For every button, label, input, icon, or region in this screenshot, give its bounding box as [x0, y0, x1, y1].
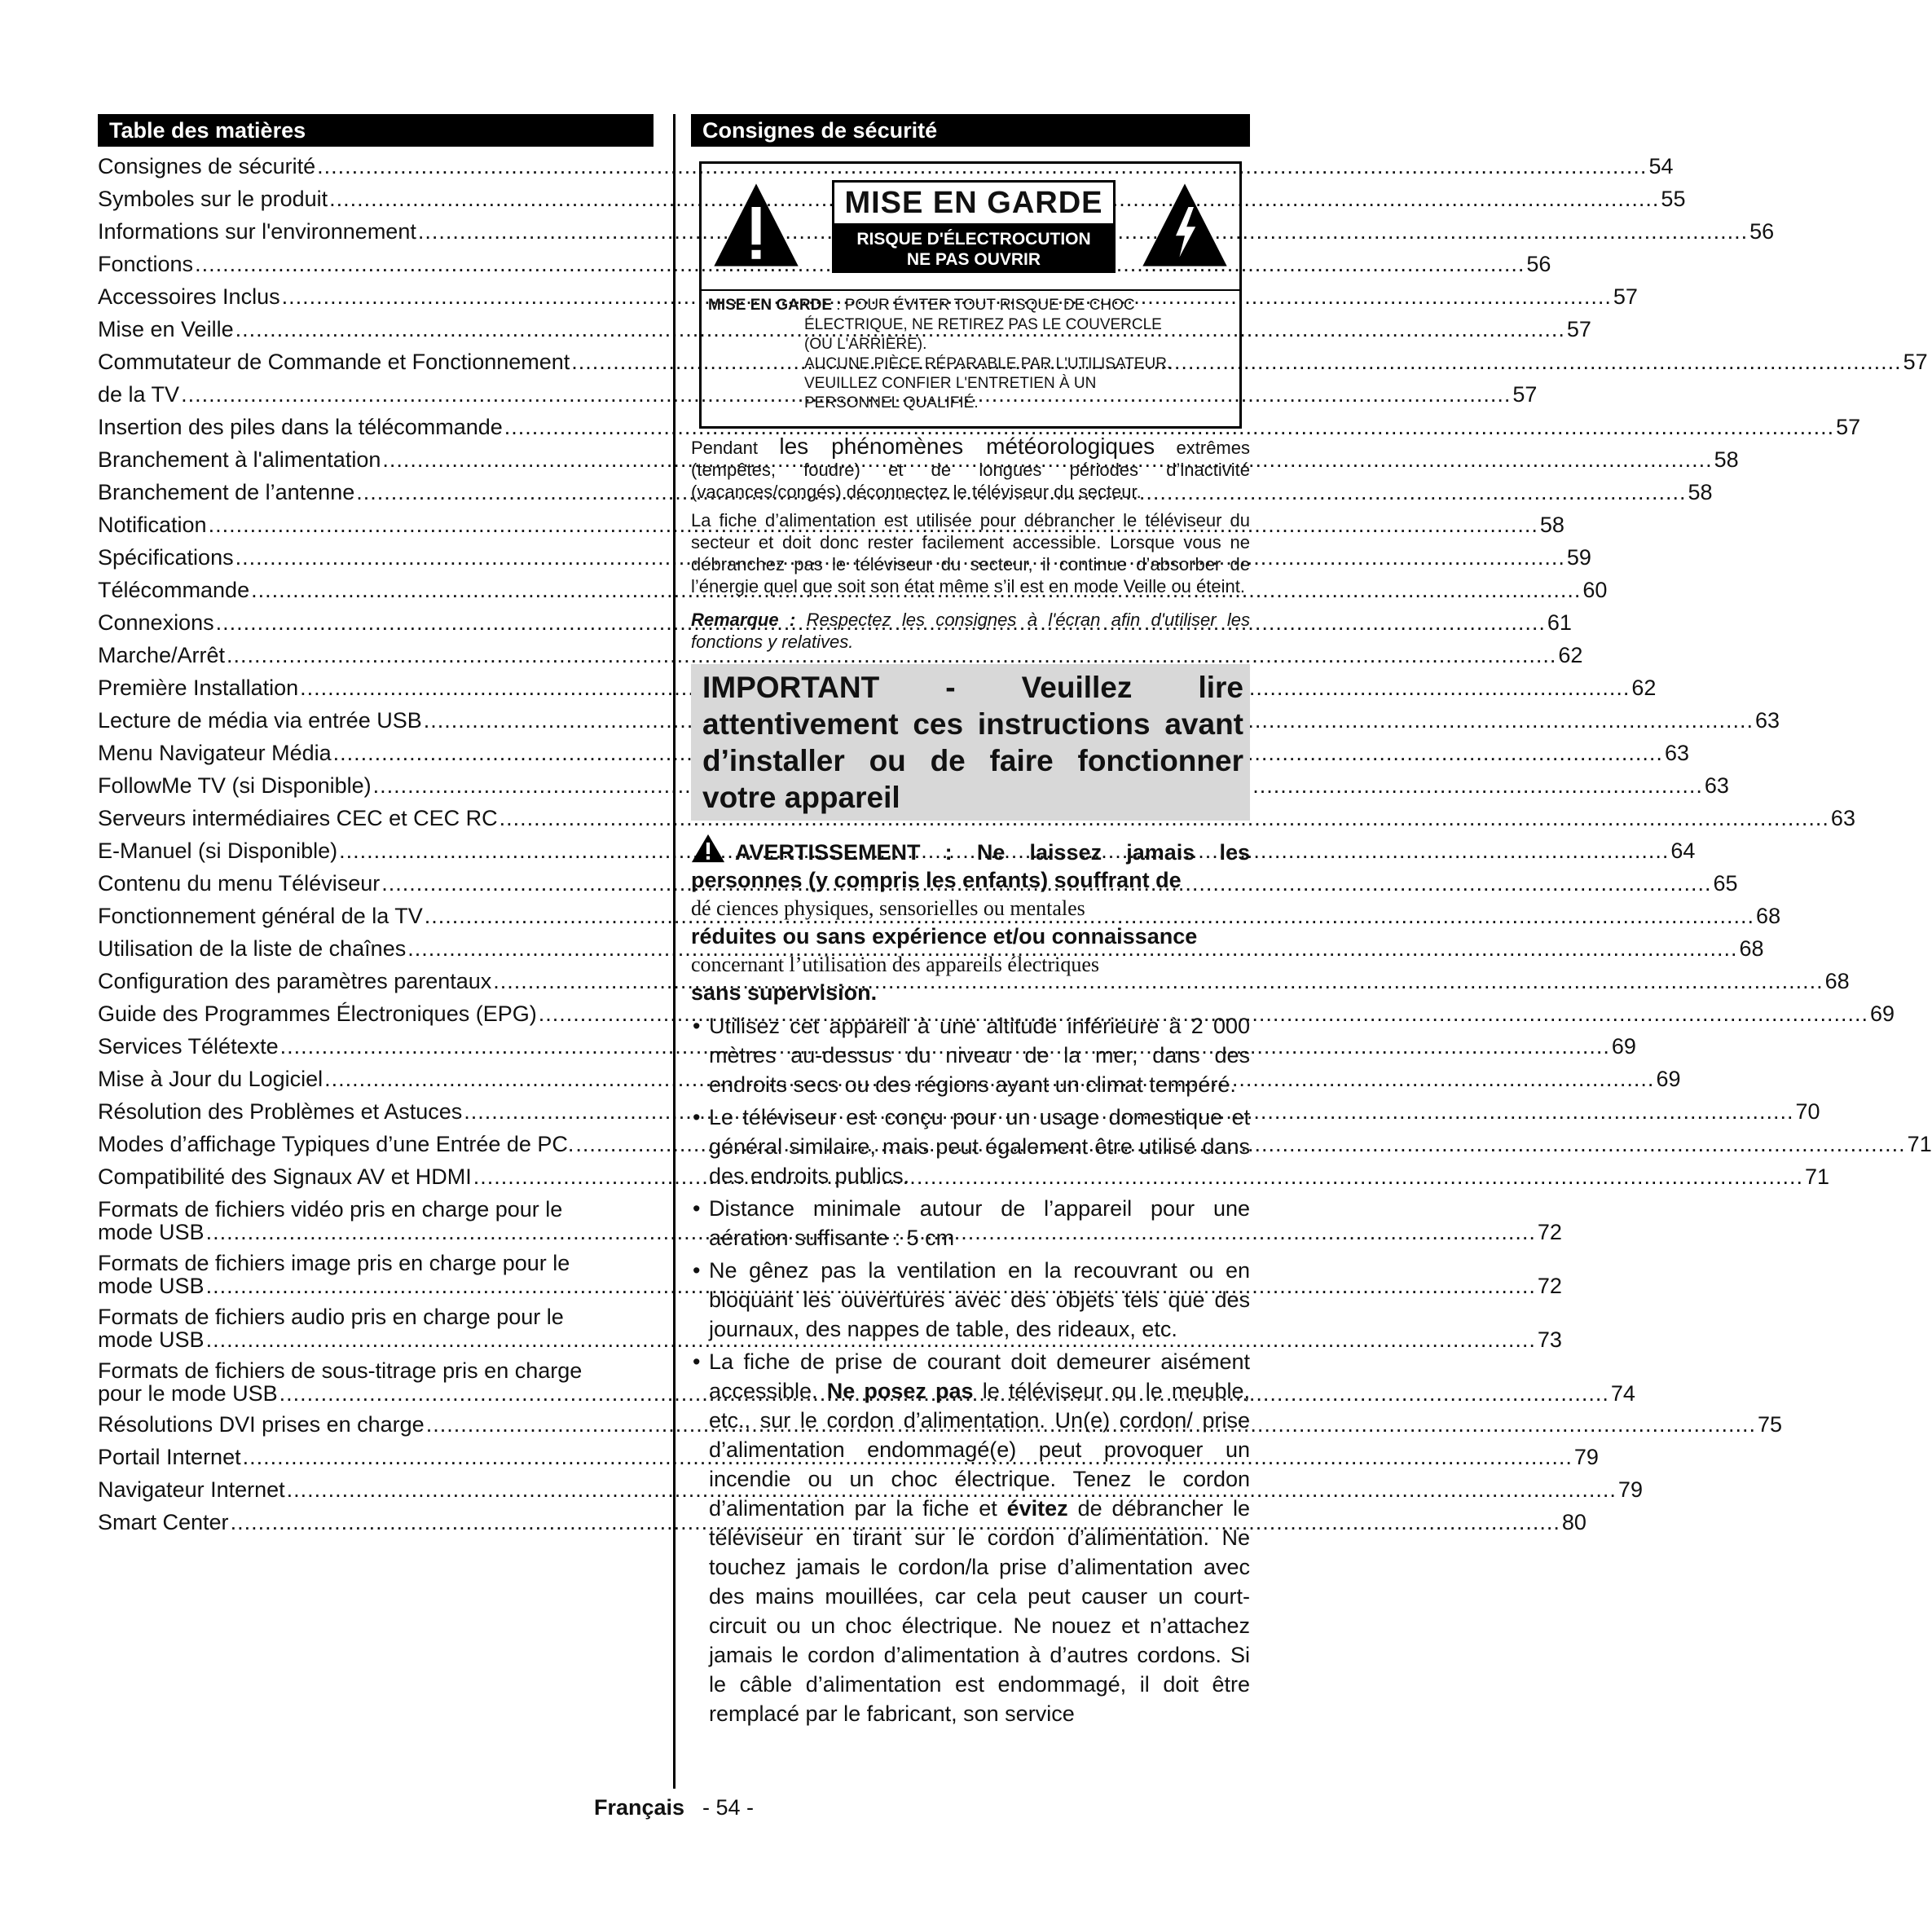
toc-entry-title: Résolutions DVI prises en charge: [98, 1412, 425, 1437]
toc-entry: [98, 675, 1657, 701]
warning-bold-3: sans supervision.: [691, 980, 878, 1005]
toc-entry-page: 74: [1610, 1381, 1635, 1406]
toc-entry-title: Commutateur de Commande et Fonctionnement: [98, 350, 570, 374]
bullet-item: • Utilisez cet appareil à une altitude inférieure à 2 000 mètres au-dessus du niveau de la mer, dans des endroits secs ou des régions ayant un climat tempéré.: [691, 1011, 1250, 1099]
toc-entry: [98, 1411, 1783, 1437]
toc-entry-title: Spécifications: [98, 545, 234, 570]
toc-entry-title-line-1: Formats de fichiers audio pris en charge pour le: [98, 1305, 564, 1329]
toc-entry-title: mode USB: [98, 1327, 205, 1352]
column-divider: [673, 114, 676, 1789]
toc-entry-page: 71: [1907, 1132, 1932, 1156]
toc-entry-wrapped: [98, 1305, 1562, 1352]
toc-entry: [98, 642, 1583, 668]
warning-line-2: ÉLECTRIQUE, NE RETIREZ PAS LE COUVERCLE: [804, 316, 1162, 333]
toc-entry-title: Branchement de l’antenne: [98, 480, 355, 504]
toc-entry-title: Services Télétexte: [98, 1034, 279, 1059]
warning-plain-2: concernant l’utilisation des appareils électriques: [691, 953, 1100, 976]
warning-line-1: : POUR ÉVITER TOUT RISQUE DE CHOC: [832, 297, 1135, 314]
toc-entry-page: 73: [1537, 1327, 1562, 1352]
warning-bold-1: AVERTISSEMENT : Ne laissez jamais les personnes (y compris les enfants) souffrant de: [691, 840, 1250, 892]
toc-entry: [98, 1131, 1932, 1157]
toc-entry-page: 61: [1547, 610, 1572, 635]
warning-sub-line-2: NE PAS OUVRIR: [906, 250, 1041, 269]
toc-entry-page: 63: [1704, 773, 1729, 798]
weather-paragraph-emphasis: les phénomènes météorologiques: [779, 434, 1155, 459]
toc-entry: [98, 577, 1608, 603]
toc-entry-title-line-2: [98, 1220, 1562, 1244]
toc-entry-title: Informations sur l'environnement: [98, 219, 416, 244]
warning-box: [699, 161, 1242, 429]
power-cord-bold-d: évitez: [1006, 1496, 1068, 1521]
warning-triangle-icon: [691, 834, 725, 863]
toc-entry-page: 60: [1582, 578, 1608, 602]
plug-paragraph: La fiche d’alimentation est utilisée pour débrancher le téléviseur du secteur et doit donc rester facilement accessible. Lorsque vous ne débranchez pas le téléviseur du secteur, il continue d’absorber de l’énergie quel que soit son état même s’il est en mode Veille ou éteint.: [691, 510, 1250, 596]
toc-entry-page: 64: [1670, 839, 1696, 863]
toc-entry-title: Consignes de sécurité: [98, 154, 316, 178]
power-cord-text-e: de débrancher le téléviseur en tirant sur le cordon d’alimentation. Ne touchez jamais le cordon/la prise d’alimentation avec des mains mouillées, car cela peut causer un court-circuit ou un choc électrique. Ne nouez et n’attachez jamais le cordon d’alimentation à d’autres cordons. Si le câble d’alimentation est endommagé, il doit être remplacé par le fabricant, son service: [709, 1496, 1250, 1726]
toc-entry-title: Insertion des piles dans la télécommande: [98, 415, 503, 439]
toc-entry-title-line-2: [98, 1274, 1562, 1298]
warning-label: MISE EN GARDE: [708, 297, 833, 314]
toc-entry-page: 63: [1664, 741, 1689, 765]
warning-line-3: (OU L'ARRIÈRE).: [804, 336, 927, 353]
toc-entry-title: Mise à Jour du Logiciel: [98, 1067, 323, 1091]
toc-entry-title: Accessoires Inclus: [98, 284, 280, 309]
toc-entry-page: 59: [1566, 545, 1591, 570]
footer-page-number: - 54 -: [702, 1795, 755, 1820]
warning-line-6: PERSONNEL QUALIFIÉ.: [804, 394, 979, 412]
toc-entry-page: 79: [1617, 1477, 1643, 1502]
warning-line-5: VEUILLEZ CONFIER L'ENTRETIEN À UN: [804, 375, 1097, 392]
toc-entry-title: Configuration des paramètres parentaux: [98, 969, 492, 993]
toc-entry-title-line-1: Formats de fichiers vidéo pris en charge pour le: [98, 1197, 563, 1222]
page-footer: [0, 1793, 1348, 1822]
warning-sub-line-1: RISQUE D'ÉLECTROCUTION: [856, 230, 1091, 249]
toc-entry-title: de la TV: [98, 382, 180, 407]
weather-paragraph: [691, 435, 1250, 503]
toc-entry: [98, 805, 1855, 831]
toc-entry-page: 58: [1539, 513, 1565, 537]
remark-label: Remarque :: [691, 610, 796, 630]
toc-entry-title: Résolution des Problèmes et Astuces: [98, 1099, 463, 1124]
toc-entry: [98, 838, 1696, 864]
toc-entry: [98, 870, 1738, 896]
toc-entry-page: 68: [1824, 969, 1850, 993]
toc-entry-page: 63: [1755, 708, 1780, 733]
toc-entry-page: 68: [1739, 936, 1764, 961]
weather-paragraph-start: Pendant: [691, 438, 780, 458]
warning-subtitle: [832, 226, 1116, 273]
remark-text: Respectez les consignes à l'écran afin d'utiliser les fonctions y relatives.: [691, 610, 1250, 652]
toc-entry: [98, 414, 1861, 440]
toc-entry: [98, 773, 1729, 799]
toc-entry: [98, 1066, 1681, 1092]
exclamation-warning-icon: [711, 180, 801, 270]
warning-divider: [702, 289, 1239, 291]
warning-bold-2: réduites ou sans expérience et/ou connaissance: [691, 924, 1198, 949]
toc-entry-page: 69: [1656, 1067, 1681, 1091]
toc-entry-page: 57: [1613, 284, 1638, 309]
bullet-item-power-cord: [691, 1347, 1250, 1728]
toc-entry-title: Utilisation de la liste de chaînes: [98, 936, 407, 961]
toc-entry-title: Serveurs intermédiaires CEC et CEC RC: [98, 806, 498, 830]
toc-entry-page: 70: [1795, 1099, 1820, 1124]
toc-entry-title: Guide des Programmes Électroniques (EPG): [98, 1001, 537, 1026]
toc-entry-title: Modes d’affichage Typiques d’une Entrée de PC.: [98, 1132, 574, 1156]
toc-entry-page: 68: [1756, 904, 1781, 928]
toc-entry-page: 57: [1903, 350, 1928, 374]
toc-entry: [98, 153, 1674, 179]
toc-entry-title: pour le mode USB: [98, 1381, 278, 1406]
toc-entry-page: 56: [1749, 219, 1775, 244]
toc-entry: [98, 512, 1565, 538]
toc-entry-page: 79: [1573, 1445, 1599, 1469]
toc-entry-title: Contenu du menu Téléviseur: [98, 871, 381, 896]
toc-entry-title: Symboles sur le produit: [98, 187, 328, 211]
toc-entry-page: 75: [1757, 1412, 1783, 1437]
toc-entry-page: 69: [1611, 1034, 1636, 1059]
warning-plain-1: dé ciences physiques, sensorielles ou mentales: [691, 896, 1085, 920]
warning-text: [708, 296, 1233, 413]
toc-entry: [98, 479, 1713, 505]
toc-entry: [98, 1033, 1636, 1059]
toc-entry-page: 72: [1537, 1220, 1562, 1244]
toc-entry-page: 63: [1830, 806, 1855, 830]
toc-entry-title: mode USB: [98, 1220, 205, 1244]
toc-entry-page: 56: [1526, 252, 1551, 276]
toc-entry-title: Marche/Arrêt: [98, 643, 226, 667]
toc-entry-page: 71: [1805, 1164, 1830, 1189]
toc-entry: [98, 740, 1689, 766]
bullet-item: • Ne gênez pas la ventilation en la recouvrant ou en bloquant les ouvertures avec des objets tels que des journaux, des nappes de table, des rideaux, etc.: [691, 1256, 1250, 1344]
lightning-warning-icon: [1140, 180, 1230, 270]
toc-entry-title: E-Manuel (si Disponible): [98, 839, 338, 863]
toc-entry-title-line-1: Formats de fichiers de sous-titrage pris en charge: [98, 1358, 583, 1383]
toc-entry: [98, 544, 1591, 570]
toc-entry-page: 65: [1713, 871, 1738, 896]
toc-entry: [98, 1509, 1587, 1535]
toc-entry-title: Navigateur Internet: [98, 1477, 285, 1502]
toc-entry: [98, 1001, 1895, 1027]
warning-statement: [691, 834, 1250, 1006]
warning-line-4: AUCUNE PIÈCE RÉPARABLE PAR L'UTILISATEUR.: [804, 355, 1172, 372]
toc-entry-title: Branchement à l'alimentation: [98, 447, 381, 472]
toc-entry-title: FollowMe TV (si Disponible): [98, 773, 372, 798]
toc-entry-title-line-2: [98, 1327, 1562, 1352]
toc-entry: [98, 1444, 1599, 1470]
toc-entry: [98, 1477, 1643, 1503]
weather-paragraph-end: extrêmes (tempêtes, foudre) et de longues périodes d’inactivité (vacances/congés) déconnectez le téléviseur du secteur.: [691, 438, 1250, 502]
toc-entry-title: Fonctionnement général de la TV: [98, 904, 423, 928]
toc-title: Table des matières: [98, 114, 654, 147]
bullet-item: • Le téléviseur est conçu pour un usage domestique et général similaire, mais peut également être utilisé dans des endroits publics.: [691, 1103, 1250, 1191]
important-banner: IMPORTANT - Veuillez lire attentivement ces instructions avant d’installer ou de faire fonctionner votre appareil: [691, 664, 1250, 821]
safety-title: Consignes de sécurité: [691, 114, 1250, 147]
toc-entry-page: 58: [1714, 447, 1739, 472]
power-cord-bold-b: Ne posez pas: [826, 1379, 974, 1403]
toc-entry-page: 69: [1870, 1001, 1895, 1026]
toc-entry-page: 57: [1566, 317, 1591, 341]
toc-entry-title: Première Installation: [98, 676, 299, 700]
toc-entry-title: mode USB: [98, 1274, 205, 1298]
toc-entry-wrapped: [98, 1251, 1562, 1298]
toc-entry-title: Télécommande: [98, 578, 250, 602]
toc-entry-page: 62: [1631, 676, 1657, 700]
safety-bullets: [691, 1011, 1250, 1728]
toc-entry-page: 55: [1661, 187, 1686, 211]
toc-entry-title: Menu Navigateur Média: [98, 741, 332, 765]
toc-entry: [98, 707, 1780, 733]
toc-entry-page: 62: [1558, 643, 1583, 667]
toc-entry-page: 57: [1836, 415, 1861, 439]
toc-entry-title: Smart Center: [98, 1510, 229, 1534]
toc-entry: [98, 1164, 1830, 1190]
toc-entry-page: 57: [1512, 382, 1538, 407]
power-cord-text-a: La fiche de prise de courant doit demeurer aisément accessible.: [709, 1349, 1250, 1403]
toc-entry-title: Lecture de média via entrée USB: [98, 708, 422, 733]
toc-entry-title: Compatibilité des Signaux AV et HDMI: [98, 1164, 472, 1189]
bullet-item: • Distance minimale autour de l’appareil pour une aération suffisante : 5 cm: [691, 1194, 1250, 1252]
toc-entry-title: Mise en Veille: [98, 317, 234, 341]
toc-entry-title: Notification: [98, 513, 207, 537]
toc-entry-title: Connexions: [98, 610, 214, 635]
power-cord-text-c: le téléviseur ou le meuble, etc., sur le cordon d’alimentation. Un(e) cordon/ prise d’alimentation endommagé(e) peut provoquer un incendie ou un choc électrique. Tenez le cordon d’alimentation par la fiche et: [709, 1379, 1250, 1521]
warning-heading: MISE EN GARDE: [832, 180, 1116, 226]
safety-column: [691, 114, 1250, 1728]
remark-paragraph: [691, 609, 1250, 653]
toc-entry-title-line-1: Formats de fichiers image pris en charge pour le: [98, 1251, 570, 1275]
toc-entry-page: 58: [1688, 480, 1713, 504]
toc-entry: [98, 1098, 1820, 1125]
toc-entry-page: 54: [1648, 154, 1674, 178]
toc-entry-page: 80: [1561, 1510, 1587, 1534]
toc-entry-title: Fonctions: [98, 252, 194, 276]
toc-entry-page: 72: [1537, 1274, 1562, 1298]
footer-language: Français: [593, 1795, 685, 1820]
toc-entry-title: Portail Internet: [98, 1445, 241, 1469]
